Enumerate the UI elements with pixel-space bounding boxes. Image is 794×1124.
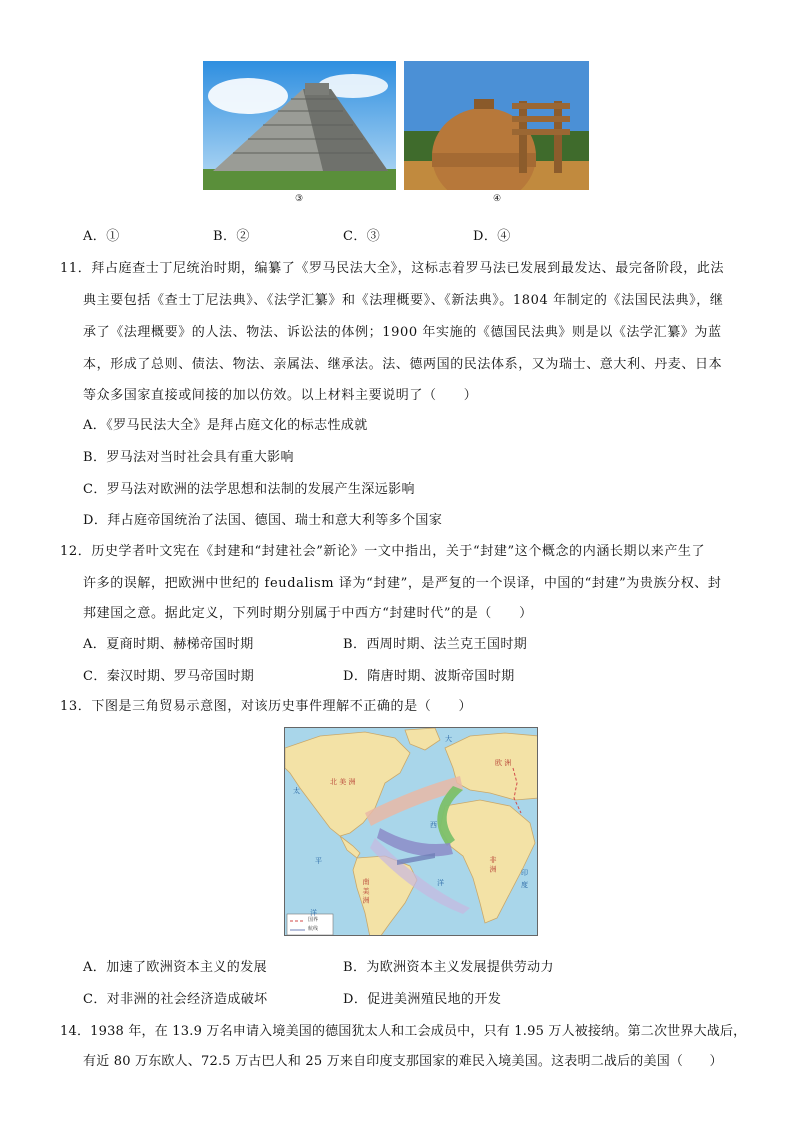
stupa-image [404,61,589,190]
map-legend-label-2: 航线 [308,926,319,932]
q10-option-a[interactable]: A．① [83,229,120,244]
q12-option-d[interactable]: D．隋唐时期、波斯帝国时期 [343,669,515,684]
q13-option-c[interactable]: C．对非洲的社会经济造成破坏 [83,992,268,1007]
map-label-pacific-3: 洋 [310,909,317,917]
map-label-atlantic-1: 大 [445,735,452,743]
map-label-europe: 欧 洲 [495,759,512,767]
q13-stem: 13．下图是三角贸易示意图，对该历史事件理解不正确的是（ ） [60,699,473,714]
image-caption-4: ④ [492,194,502,204]
map-label-africa: 非 洲 [489,856,497,873]
map-label-north-america: 北 美 洲 [330,778,356,786]
q11-option-b[interactable]: B．罗马法对当时社会具有重大影响 [83,450,294,465]
q11-stem-line-5: 等众多国家直接或间接的加以仿效。以上材料主要说明了（ ） [83,388,478,403]
q14-stem-line-2: 有近 80 万东欧人、72.5 万古巴人和 25 万来自印度支那国家的难民入境美国。这表明二战后的美国（ ） [83,1054,723,1069]
map-label-pacific-1: 太 [293,787,300,795]
q12-option-c[interactable]: C．秦汉时期、罗马帝国时期 [83,669,255,684]
q12-option-b[interactable]: B．西周时期、法兰克王国时期 [343,637,528,652]
q12-option-a[interactable]: A．夏商时期、赫梯帝国时期 [83,637,254,652]
map-label-indian-2: 度 [521,881,528,889]
q13-option-a[interactable]: A．加速了欧洲资本主义的发展 [83,960,267,975]
map-label-atlantic-2: 西 [430,821,437,829]
q14-stem-line-1: 14．1938 年，在 13.9 万名申请入境美国的德国犹太人和工会成员中，只有 1.95 万人被接纳。第二次世界大战后， [60,1024,747,1039]
q10-option-c[interactable]: C．③ [343,229,381,244]
triangular-trade-map [284,727,538,936]
q12-stem-line-2: 许多的误解，把欧洲中世纪的 feudalism 译为“封建”，是严复的一个误译，中国的“封建”为贵族分权、封 [83,576,722,591]
image-caption-3: ③ [294,194,304,204]
q11-option-a[interactable]: A．《罗马民法大全》是拜占庭文化的标志性成就 [83,418,368,433]
q11-option-c[interactable]: C．罗马法对欧洲的法学思想和法制的发展产生深远影响 [83,482,415,497]
map-label-south-america-1: 南 美 洲 [362,878,370,904]
q11-stem-line-4: 本，形成了总则、债法、物法、亲属法、继承法。法、德两国的民法体系，又为瑞士、意大利、丹麦、日本 [83,357,723,372]
q10-option-b[interactable]: B．② [213,229,250,244]
pyramid-image [203,61,396,190]
q10-option-d[interactable]: D．④ [473,229,511,244]
q12-stem-line-3: 邦建国之意。据此定义，下列时期分别属于中西方“封建时代”的是（ ） [83,606,533,621]
q11-option-d[interactable]: D．拜占庭帝国统治了法国、德国、瑞士和意大利等多个国家 [83,513,443,528]
map-label-indian-1: 印 [521,869,528,877]
q11-stem-line-1: 11．拜占庭查士丁尼统治时期，编纂了《罗马民法大全》，这标志着罗马法已发展到最发达、最完备阶段，此法 [60,261,725,276]
map-label-atlantic-3: 洋 [437,879,444,887]
map-label-pacific-2: 平 [315,857,322,865]
q13-option-b[interactable]: B．为欧洲资本主义发展提供劳动力 [343,960,554,975]
q12-stem-line-1: 12．历史学者叶文宪在《封建和“封建社会”新论》一文中指出，关于“封建”这个概念的内涵长期以来产生了 [60,544,706,559]
map-legend-label-1: 国界 [308,917,319,923]
q13-option-d[interactable]: D．促进美洲殖民地的开发 [343,992,502,1007]
q11-stem-line-3: 承了《法理概要》的人法、物法、诉讼法的体例；1900 年实施的《德国民法典》则是以《法学汇纂》为蓝 [83,325,722,340]
q11-stem-line-2: 典主要包括《查士丁尼法典》、《法学汇纂》和《法理概要》、《新法典》。1804 年制定的《法国民法典》，继 [83,293,724,308]
